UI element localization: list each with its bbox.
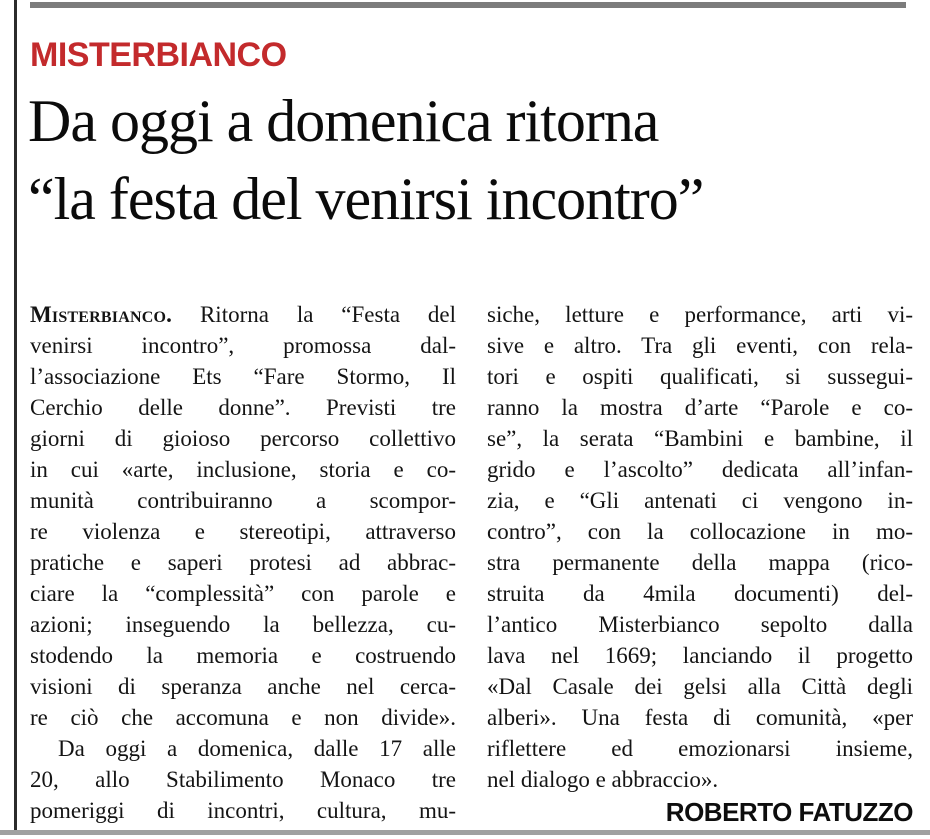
headline-line-2: “la festa del venirsi incontro” (28, 166, 704, 232)
body-line: munità contribuiranno a scompor- (30, 488, 456, 513)
lead-rest: Ritorna la “Festa del (199, 302, 456, 327)
body-line: in cui «arte, inclusione, storia e co- (30, 457, 456, 482)
body-line: l’associazione Ets “Fare Stormo, Il (30, 364, 456, 389)
body-line-paragraph-start: Da oggi a domenica, dalle 17 alle (58, 736, 456, 761)
body-line: sive e altro. Tra gli eventi, con rela- (487, 333, 913, 358)
body-line: tori e ospiti qualificati, si sussegui- (487, 364, 913, 389)
body-line: riflettere ed emozionarsi insieme, (487, 736, 913, 761)
body-line: pratiche e saperi protesi ad abbrac- (30, 550, 456, 575)
body-line: azioni; inseguendo la bellezza, cu- (30, 612, 456, 637)
body-line: grido e l’ascolto” dedicata all’infan- (487, 457, 913, 482)
byline: ROBERTO FATUZZO (665, 797, 913, 827)
body-line: alberi». Una festa di comunità, «per (487, 705, 913, 730)
body-line: siche, letture e performance, arti vi- (487, 302, 913, 327)
article-body (30, 299, 913, 828)
body-line: lava nel 1669; lanciando il progetto (487, 643, 913, 668)
body-line: visioni di speranza anche nel cerca- (30, 674, 456, 699)
body-line: zia, e “Gli antenati ci vengono in- (487, 488, 913, 513)
headline-line-1: Da oggi a domenica ritorna (28, 88, 659, 154)
body-line: stodendo la memoria e costruendo (30, 643, 456, 668)
top-section-rule (30, 2, 906, 8)
body-line: «Dal Casale dei gelsi alla Città degli (487, 674, 913, 699)
body-column-left (30, 299, 456, 828)
body-line: venirsi incontro”, promossa dal- (30, 333, 456, 358)
body-line-paragraph-end: nel dialogo e abbraccio». (487, 767, 719, 792)
body-column-right (487, 299, 913, 828)
headline (28, 82, 923, 238)
body-line (30, 299, 456, 330)
body-line: stra permanente della mappa (rico- (487, 550, 913, 575)
lead-small-caps: Misterbianco. (30, 302, 173, 327)
kicker: MISTERBIANCO (30, 36, 287, 74)
body-line: struita da 4mila documenti) del- (487, 581, 913, 606)
body-line: ranno la mostra d’arte “Parole e co- (487, 395, 913, 420)
body-line: giorni di gioioso percorso collettivo (30, 426, 456, 451)
left-column-divider-rule (14, 0, 17, 831)
body-line: Cerchio delle donne”. Previsti tre (30, 395, 456, 420)
body-line: re ciò che accomuna e non divide». (30, 705, 456, 730)
body-line: l’antico Misterbianco sepolto dalla (487, 612, 913, 637)
body-line: 20, allo Stabilimento Monaco tre (30, 767, 456, 792)
body-line: pomeriggi di incontri, cultura, mu- (30, 798, 456, 823)
body-line: contro”, con la collocazione in mo- (487, 519, 913, 544)
bottom-section-rule (0, 830, 930, 835)
body-line: ciare la “complessità” con parole e (30, 581, 456, 606)
body-line: re violenza e stereotipi, attraverso (30, 519, 456, 544)
body-line: se”, la serata “Bambini e bambine, il (487, 426, 913, 451)
